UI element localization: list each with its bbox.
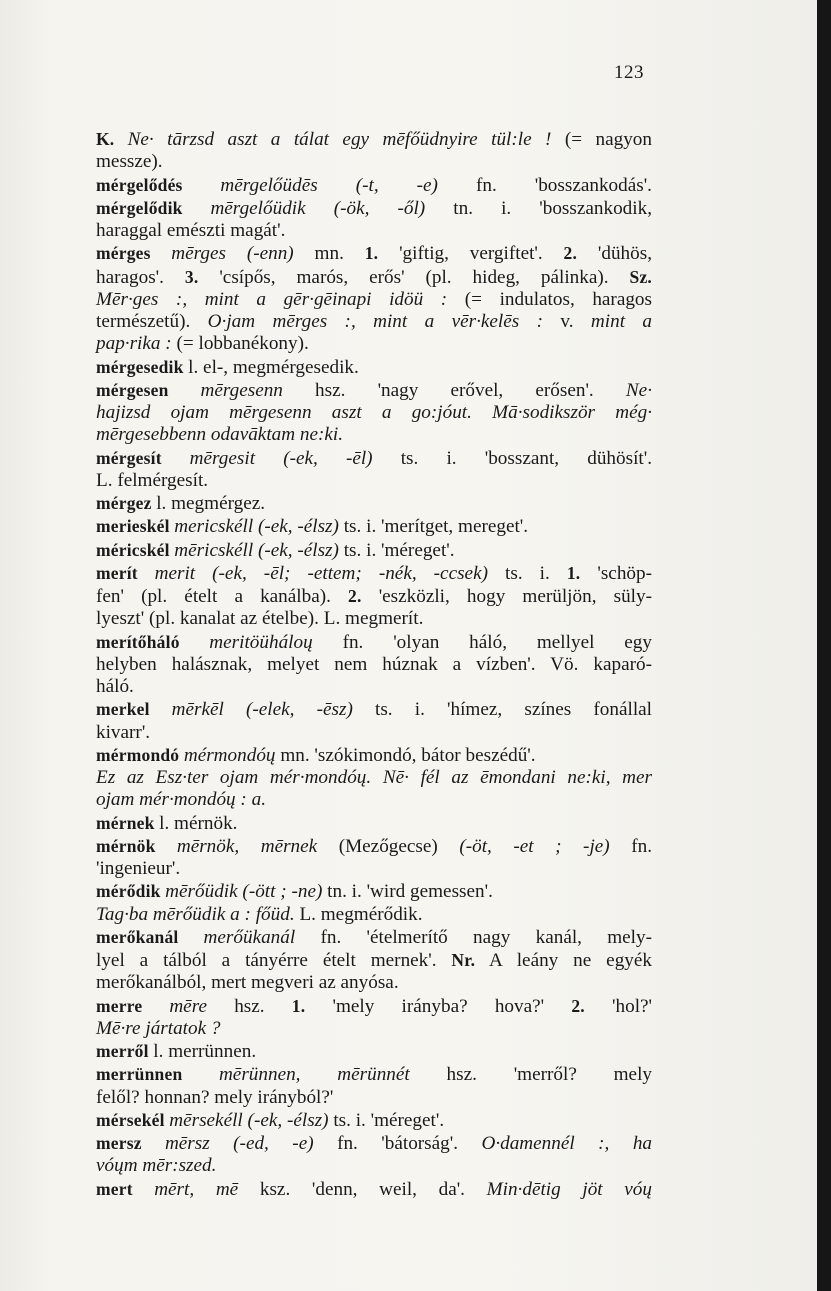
headword: mersz [96,1133,165,1153]
text-line [96,539,652,562]
text-line [96,515,652,538]
plain-text: 'ingenieur'. [96,858,181,879]
plain-text: l. merrünnen. [153,1041,257,1062]
text-line [96,151,652,173]
plain-text: l. megmérgez. [156,493,266,514]
plain-text: L. megmérődik. [294,903,423,925]
italic-text: Mē·re jártatok ? [96,1017,221,1039]
italic-text: Ne· [625,379,652,401]
plain-text: 'mely irányba? hova?' [305,995,572,1017]
italic-text: Ne· tārzsd aszt a tálat egy mēfőüdnyire tül:le ! [127,129,552,150]
dictionary-text [96,128,652,1201]
text-line [96,447,652,470]
plain-text: hsz. 'nagy erővel, erősen'. [282,379,626,401]
plain-text: hsz. 'merről? mely [409,1064,652,1086]
italic-text: mericskéll (-ek, -élsz) [174,516,339,538]
text-line [96,424,652,446]
text-line [96,266,652,289]
headword: mérges [96,243,172,264]
italic-text: mérmondóų [183,744,276,766]
headword: mérgelődik [96,197,211,218]
italic-text: vóųm mēr:szed. [96,1155,217,1177]
italic-text: Ez az Esz·ter ojam mér·mondóų. Nē· fél az ēmondani ne:ki, mer [96,767,652,788]
headword: mérgesít [96,447,190,468]
plain-text: haragos'. [96,266,185,288]
text-line [96,698,652,721]
headword: mérnek [96,812,160,833]
headword: Sz. [629,266,652,287]
text-line [96,174,652,197]
page-number: 123 [614,62,644,83]
headword: mérgesedik [96,356,189,377]
text-line [96,995,652,1018]
plain-text: 'schöp- [580,562,652,584]
headword: merieskél [96,516,175,537]
text-line [96,631,652,654]
headword: méricskél [96,539,175,560]
headword: mérődik [96,881,166,902]
headword: merőkanál [96,926,204,947]
plain-text: ts. i. 'bosszant, dühösít'. [372,447,652,469]
italic-text: merit (-ek, -ēl; -ettem; -nék, -ccsek) [154,562,488,584]
text-line [96,1178,652,1201]
text-line [96,197,652,220]
plain-text: messze). [96,151,163,173]
plain-text: l. el-, megmérgesedik. [188,356,359,378]
headword: merít [96,562,155,583]
plain-text: fn. [609,835,652,857]
headword: mérsekél [96,1109,170,1130]
plain-text: ksz. 'denn, weil, da'. [238,1178,487,1200]
italic-text: mērgelőüdēs (-t, -e) [220,174,438,196]
text-line [96,492,652,515]
plain-text: l. mérnök. [159,812,238,834]
headword: mérgesen [96,379,201,400]
headword: 1. [364,243,379,264]
text-line [96,904,652,926]
plain-text: mn. [293,243,365,265]
headword: 2. [563,243,578,264]
italic-text: hajizsd ojam mērgesenn aszt a go:jóut. Mā·sodikször még· [96,402,652,423]
headword: mert [96,1178,155,1199]
text-line [96,1040,652,1063]
headword: mérgez [96,493,157,513]
plain-text: ts. i. [487,562,567,584]
italic-text: Tag·ba mērőüdik a : főüd. [96,903,295,925]
plain-text: fen' (pl. ételt a kanálba). [96,586,349,607]
italic-text: Mēr·ges :, mint a gēr·gēinapi idöü : [96,288,448,310]
plain-text: kivarr'. [96,721,151,743]
text-line [96,333,652,355]
headword: 2. [571,995,585,1016]
plain-text: 'csípős, marós, erős' (pl. hideg, pálinka). [198,266,630,288]
text-line [96,1155,652,1177]
text-line [96,562,652,585]
text-line [96,744,652,767]
italic-text: mērsekéll (-ek, -élsz) [169,1109,329,1131]
plain-text: (= nagyon [551,129,652,150]
plain-text: tn. i. 'wird gemessen'. [322,881,493,903]
headword: merre [96,995,170,1016]
plain-text: természetű). [96,311,208,332]
headword: 3. [184,266,199,287]
italic-text: (-öt, -et ; -je) [459,835,610,857]
text-line [96,676,652,698]
plain-text: fn. 'bosszankodás'. [437,174,652,196]
plain-text: fn. 'ételmerítő nagy kanál, mely- [295,926,652,948]
plain-text: hsz. [206,995,292,1017]
text-line [96,972,652,994]
text-line [96,858,652,880]
plain-text: A leány ne egyék [475,950,652,971]
italic-text: merőükanál [203,926,296,948]
headword: merről [96,1041,154,1061]
headword: 1. [566,562,581,583]
italic-text: mērnök, mērnek [176,835,318,857]
italic-text: pap·rika : [96,333,172,355]
italic-text: mērőüdik (-ött ; -ne) [165,881,323,903]
text-line [96,289,652,311]
italic-text: mērgesebbenn odavāktam ne:ki. [96,424,344,446]
plain-text: L. felmérgesít. [96,469,209,491]
plain-text: ts. i. 'merítget, mereget'. [338,516,529,538]
text-line [96,356,652,379]
italic-text: mēricskéll (-ek, -élsz) [174,539,339,561]
italic-text: mērt, mē [154,1178,239,1200]
italic-text: mērgesit (-ek, -ēl) [189,447,373,469]
text-line [96,880,652,903]
plain-text: 'dühös, [577,243,652,265]
headword: 2. [348,586,362,606]
scan-edge [817,0,831,1291]
plain-text: (= indulatos, haragos [447,288,652,310]
text-line [96,470,652,492]
plain-text: ts. i. 'méreget'. [338,539,455,561]
plain-text: ts. i. 'hímez, színes fonállal [352,699,653,721]
plain-text: lyeszt' (pl. kanalat az ételbe). L. megmerít. [96,608,424,630]
plain-text: tn. i. 'bosszankodik, [425,197,652,219]
text-line [96,1063,652,1086]
plain-text: 'giftig, vergiftet'. [378,243,564,265]
plain-text: helyben halásznak, melyet nem húznak a vízben'. Vö. kaparó- [96,653,652,675]
italic-text: mērünnen, mērünnét [218,1064,410,1086]
plain-text: 'eszközli, hogy merüljön, süly- [361,586,652,607]
italic-text: ojam mér·mondóų : a. [96,789,267,811]
headword: merrünnen [96,1064,219,1085]
plain-text: fn. 'bátorság'. [313,1133,482,1154]
plain-text: 'hol?' [584,995,653,1017]
italic-text: mint a [590,311,652,332]
headword: mérmondó [96,744,184,765]
italic-text: mērges (-enn) [171,243,294,265]
text-line [96,128,652,151]
headword: 1. [291,995,306,1016]
plain-text: fn. 'olyan háló, mellyel egy [312,631,652,653]
italic-text: mēre [169,995,207,1017]
text-line [96,722,652,744]
text-line [96,402,652,424]
plain-text: (Mezőgecse) [317,835,460,857]
text-line [96,926,652,949]
italic-text: O·jam mērges :, mint a vēr·kelēs : [207,311,543,332]
text-line [96,242,652,265]
text-line [96,220,652,242]
plain-text: háló. [96,676,134,697]
plain-text: (= lobbanékony). [171,333,309,355]
italic-text: meritöüháloų [209,631,313,653]
text-line [96,608,652,630]
italic-text: mērgesenn [200,379,283,401]
text-line [96,379,652,402]
plain-text: merőkanálból, mert megveri az anyósa. [96,972,399,994]
text-line [96,585,652,608]
headword: K. [96,129,128,149]
plain-text: haraggal emészti magát'. [96,220,286,241]
text-line [96,812,652,835]
headword: mérnök [96,835,177,856]
text-line [96,1018,652,1040]
italic-text: mērgelőüdik (-ök, -ől) [210,197,426,219]
text-line [96,1087,652,1109]
plain-text: lyel a tálból a tányérre ételt mernek'. [96,950,452,971]
plain-text: v. [543,311,591,332]
text-line [96,767,652,789]
text-line [96,1132,652,1155]
text-line [96,654,652,676]
headword: Nr. [451,950,476,970]
italic-text: Min·dētig jöt vóų [486,1178,652,1200]
text-line [96,311,652,333]
text-line [96,789,652,811]
plain-text: mn. 'szókimondó, bátor beszédű'. [275,744,536,766]
plain-text: ts. i. 'méreget'. [328,1109,445,1131]
italic-text: mērkēl (-elek, -ēsz) [171,699,353,721]
italic-text: mērsz (-ed, -e) [164,1133,314,1154]
headword: mérgelődés [96,174,221,195]
headword: merkel [96,699,172,720]
headword: merítőháló [96,631,210,652]
plain-text: felől? honnan? mely irányból?' [96,1086,334,1108]
text-line [96,949,652,972]
text-line [96,1109,652,1132]
italic-text: O·damennél :, ha [481,1133,653,1154]
text-line [96,835,652,858]
